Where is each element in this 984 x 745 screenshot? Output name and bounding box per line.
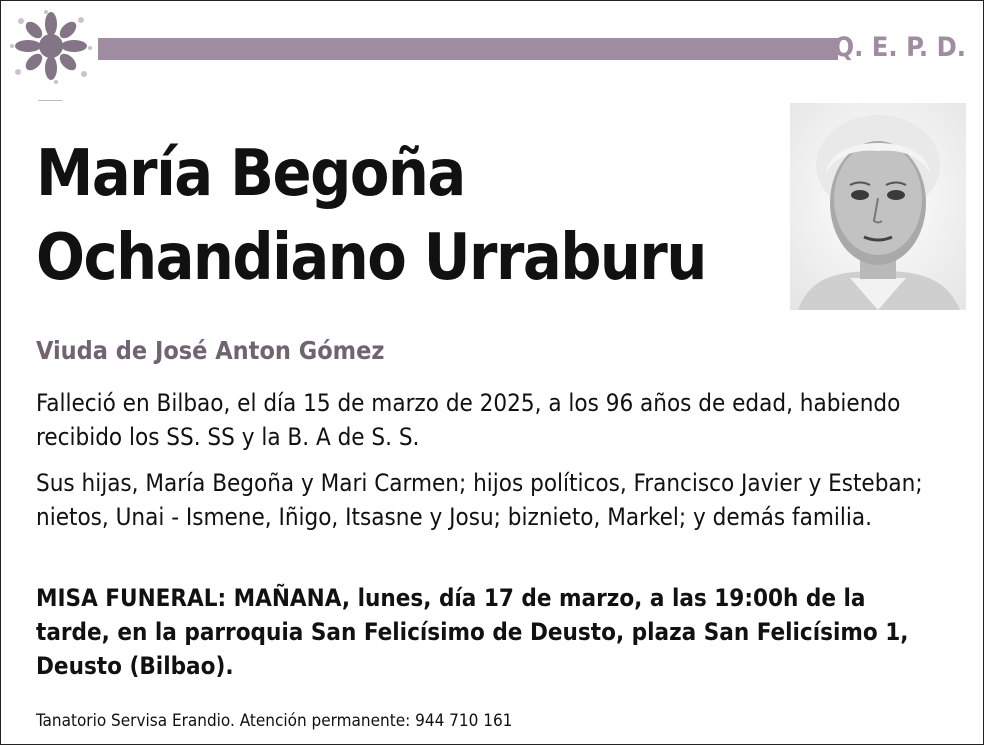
flower-emblem-icon — [6, 6, 96, 86]
divider — [38, 100, 62, 101]
funeral-mass-paragraph: MISA FUNERAL: MAÑANA, lunes, día 17 de marzo, a las 19:00h de la tarde, en la parroquia San Felicísimo de Deusto, plaza San Felicísimo 1, Deusto (Bilbao). — [36, 584, 909, 680]
family-paragraph: Sus hijas, María Begoña y Mari Carmen; hijos políticos, Francisco Javier y Esteban; nietos, Unai - Ismene, Iñigo, Itsasne y Josu; biznieto, Markel; y demás familia. — [36, 469, 923, 531]
header-bar — [98, 38, 838, 60]
portrait-photo — [790, 103, 966, 310]
widow-subtitle: Viuda de José Anton Gómez — [36, 336, 385, 365]
name-line-2: Ochandiano Urraburu — [36, 221, 706, 295]
death-notice-paragraph: Falleció en Bilbao, el día 15 de marzo de 2025, a los 96 años de edad, habiendo recibido los SS. SS y la B. A de S. S. — [36, 389, 901, 451]
name-line-1: María Begoña — [36, 137, 465, 211]
deceased-name — [36, 132, 706, 300]
funeral-home-footer: Tanatorio Servisa Erandio. Atención permanente: 944 710 161 — [36, 711, 513, 731]
qepd-label: Q. E. P. D. — [833, 32, 966, 63]
